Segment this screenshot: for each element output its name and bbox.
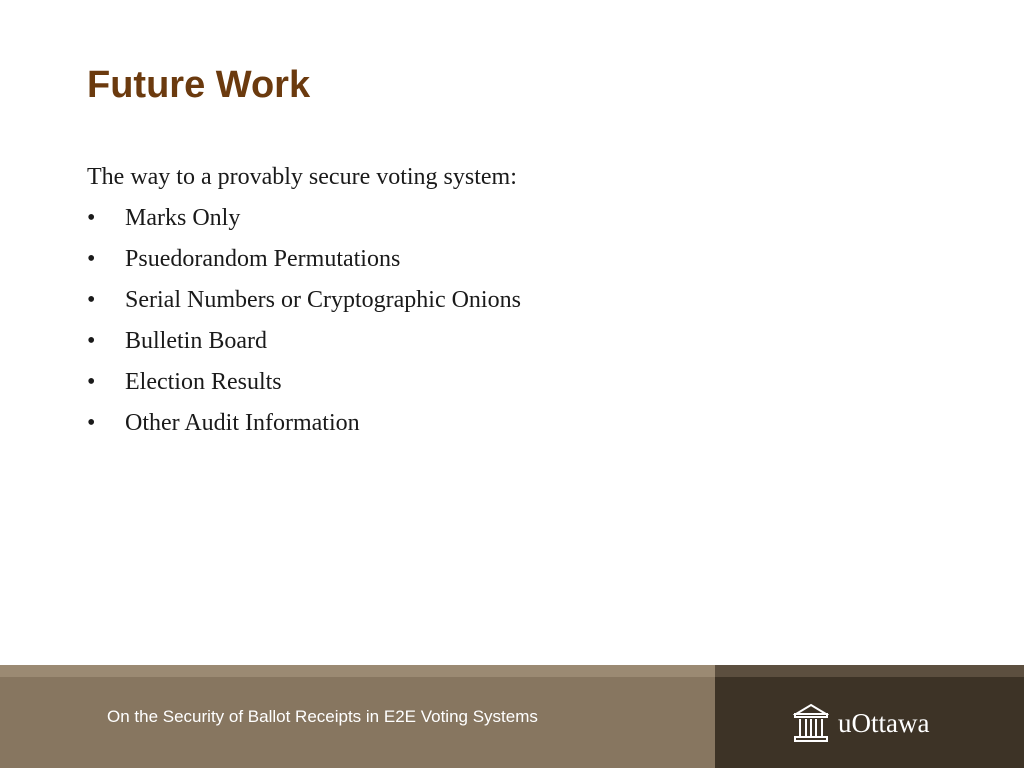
bullet-item xyxy=(87,239,887,280)
bullet-item xyxy=(87,321,887,362)
bullet-item xyxy=(87,198,887,239)
bullet-text: Psuedorandom Permutations xyxy=(125,246,401,272)
bullet-text: Election Results xyxy=(125,369,282,395)
building-icon xyxy=(793,703,829,743)
logo-text: uOttawa xyxy=(838,708,930,738)
bullet-icon: • xyxy=(87,328,96,354)
bullet-icon: • xyxy=(87,205,96,231)
slide-title: Future Work xyxy=(87,64,311,106)
bullet-list xyxy=(87,198,887,444)
bullet-icon: • xyxy=(87,369,96,395)
bullet-text: Serial Numbers or Cryptographic Onions xyxy=(125,287,521,313)
bullet-icon: • xyxy=(87,410,96,436)
slide-body xyxy=(87,157,887,444)
bullet-text: Bulletin Board xyxy=(125,328,267,354)
bullet-item xyxy=(87,362,887,403)
bullet-item xyxy=(87,280,887,321)
footer-left-stripe xyxy=(0,665,715,677)
bullet-text: Other Audit Information xyxy=(125,410,360,436)
bullet-icon: • xyxy=(87,287,96,313)
intro-text: The way to a provably secure voting system: xyxy=(87,164,517,190)
footer-right-stripe xyxy=(715,665,1024,677)
uottawa-logo xyxy=(793,702,929,744)
bullet-text: Marks Only xyxy=(125,205,241,231)
bullet-icon: • xyxy=(87,246,96,272)
bullet-item xyxy=(87,403,887,444)
footer-presentation-title: On the Security of Ballot Receipts in E2E Voting Systems xyxy=(107,707,538,726)
